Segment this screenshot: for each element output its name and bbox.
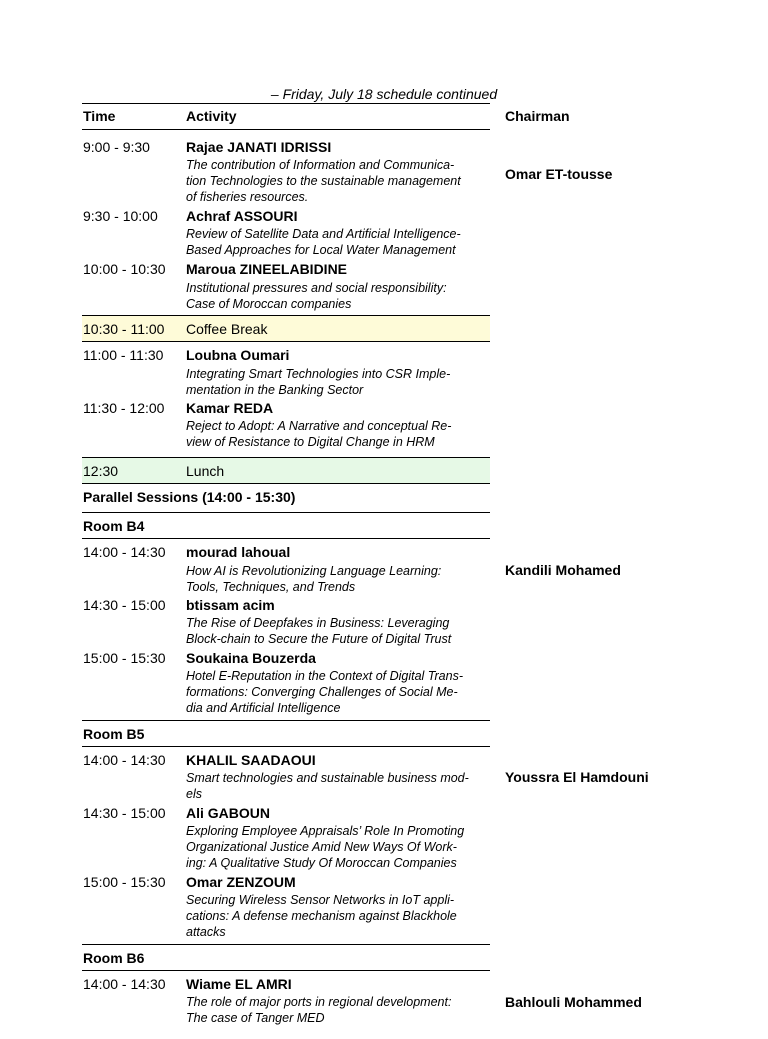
top-rule [82, 103, 490, 104]
talk-title: Integrating Smart Technologies into CSR Imple- mentation in the Banking Sector [186, 367, 451, 397]
talk-title: Reject to Adopt: A Narrative and conceptual Re- view of Resistance to Digital Change in HRM [186, 419, 452, 449]
coffee-label: Coffee Break [186, 321, 268, 337]
room-chairman: Youssra El Hamdouni [505, 769, 649, 785]
talk-title: Securing Wireless Sensor Networks in IoT appli- cations: A defense mechanism against Blackhole attacks [186, 893, 457, 939]
talk-time: 14:00 - 14:30 [83, 752, 166, 768]
talk-time: 9:00 - 9:30 [83, 139, 150, 155]
room-label: Room B4 [83, 518, 145, 534]
speaker-name: Loubna Oumari [186, 347, 290, 363]
speaker-name: Rajae JANATI IDRISSI [186, 139, 332, 155]
parallel-sessions-heading: Parallel Sessions (14:00 - 15:30) [83, 489, 296, 505]
talk-time: 15:00 - 15:30 [83, 874, 166, 890]
row-rule [82, 720, 490, 721]
talk-title: Hotel E-Reputation in the Context of Digital Trans- formations: Converging Challenges of Social Me- dia and Artificial Intelligence [186, 669, 463, 715]
talk-title: Exploring Employee Appraisals’ Role In Promoting Organizational Justice Amid New Ways Of Work- ing: A Qualitative Study Of Moroccan Companies [186, 824, 465, 870]
speaker-name: btissam acim [186, 597, 275, 613]
talk-title: Institutional pressures and social responsibility: Case of Moroccan companies [186, 281, 447, 311]
coffee-time: 10:30 - 11:00 [83, 321, 165, 337]
row-rule [82, 341, 490, 342]
speaker-name: Wiame EL AMRI [186, 976, 292, 992]
speaker-name: Maroua ZINEELABIDINE [186, 261, 348, 277]
talk-title: The role of major ports in regional development: The case of Tanger MED [186, 995, 452, 1025]
row-rule [82, 944, 490, 945]
row-rule [82, 538, 490, 539]
talk-time: 14:30 - 15:00 [83, 597, 166, 613]
lunch-label: Lunch [186, 463, 225, 479]
talk-title: How AI is Revolutionizing Language Learning: Tools, Techniques, and Trends [186, 564, 442, 594]
header-activity: Activity [186, 108, 237, 124]
row-rule [82, 746, 490, 747]
talk-title: Smart technologies and sustainable business mod- els [186, 771, 469, 801]
room-label: Room B6 [83, 950, 145, 966]
talk-time: 11:30 - 12:00 [83, 400, 165, 416]
speaker-name: Ali GABOUN [186, 805, 270, 821]
speaker-name: KHALIL SAADAOUI [186, 752, 316, 768]
lunch-time: 12:30 [83, 463, 119, 479]
room-chairman: Bahlouli Mohammed [505, 994, 642, 1010]
talk-title: The contribution of Information and Communica- tion Technologies to the sustainable management of fisheries resources. [186, 158, 461, 204]
header-chairman: Chairman [505, 108, 570, 124]
speaker-name: Omar ZENZOUM [186, 874, 296, 890]
row-rule [82, 483, 490, 484]
talk-time: 10:00 - 10:30 [83, 261, 166, 277]
talk-time: 14:00 - 14:30 [83, 544, 166, 560]
talk-time: 14:00 - 14:30 [83, 976, 166, 992]
talk-title: Review of Satellite Data and Artificial Intelligence- Based Approaches for Local Water Management [186, 227, 461, 257]
speaker-name: Kamar REDA [186, 400, 274, 416]
header-rule [82, 129, 490, 130]
talk-title: The Rise of Deepfakes in Business: Leveraging Block-chain to Secure the Future of Digital Trust [186, 616, 452, 646]
talk-time: 15:00 - 15:30 [83, 650, 166, 666]
row-rule [82, 512, 490, 513]
speaker-name: mourad lahoual [186, 544, 291, 560]
session-chairman: Omar ET-tousse [505, 166, 613, 182]
row-rule [82, 970, 490, 971]
header-time: Time [83, 108, 116, 124]
room-label: Room B5 [83, 726, 145, 742]
room-chairman: Kandili Mohamed [505, 562, 621, 578]
talk-time: 14:30 - 15:00 [83, 805, 166, 821]
speaker-name: Achraf ASSOURI [186, 208, 298, 224]
speaker-name: Soukaina Bouzerda [186, 650, 316, 666]
talk-time: 9:30 - 10:00 [83, 208, 158, 224]
talk-time: 11:00 - 11:30 [83, 347, 164, 363]
lunch-row [82, 458, 490, 483]
table-caption: – Friday, July 18 schedule continued [270, 86, 498, 102]
